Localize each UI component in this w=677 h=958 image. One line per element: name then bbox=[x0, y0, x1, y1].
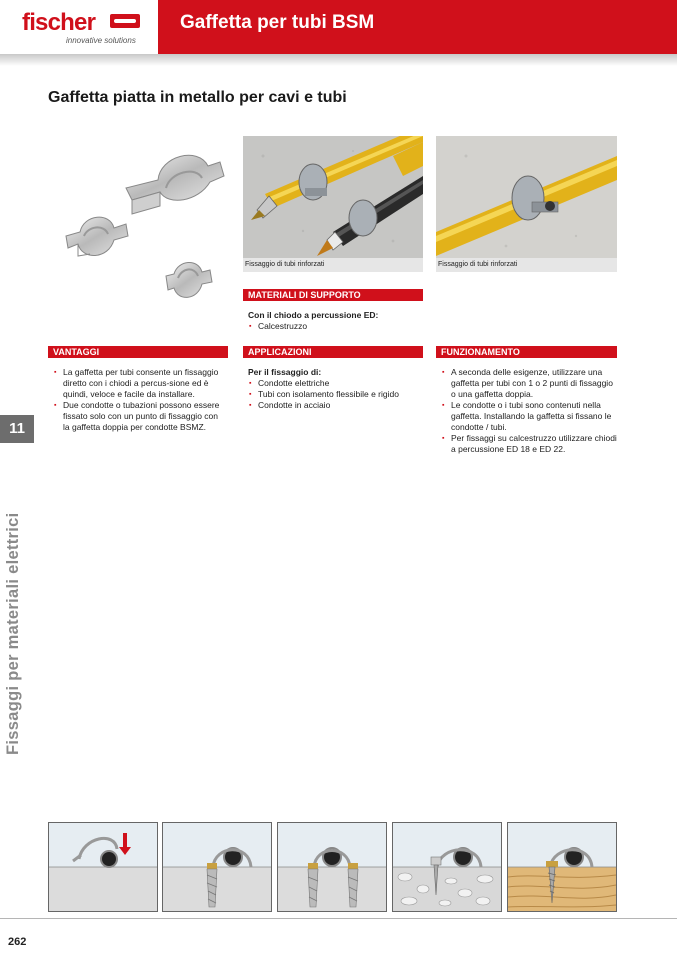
section-heading-applicazioni: APPLICAZIONI bbox=[243, 346, 423, 358]
list-item: ▪ La gaffetta per tubi consente un fissaggio diretto con i chiodi a percus-sione ed è quindi, veloce e facile da installare. bbox=[53, 367, 223, 400]
materiali-text bbox=[248, 310, 423, 332]
application-photo-pipes bbox=[243, 136, 423, 258]
chapter-label: Fissaggi per materiali elettrici bbox=[4, 512, 22, 755]
photo-caption: Fissaggio di tubi rinforzati bbox=[436, 258, 617, 272]
list-item: ▪ A seconda delle esigenze, utilizzare una gaffetta per tubi con 1 o 2 punti di fissaggio o una gaffetta doppia. bbox=[441, 367, 617, 400]
list-item: ▪ Per fissaggi su calcestruzzo utilizzare chiodi a percussione ED 18 e ED 22. bbox=[441, 433, 617, 455]
brand-logo: fischer bbox=[22, 9, 96, 36]
header-shadow bbox=[0, 54, 677, 66]
page-title: Gaffetta piatta in metallo per cavi e tubi bbox=[48, 89, 347, 106]
product-photo-clips bbox=[48, 136, 228, 321]
materiali-subheading: Con il chiodo a percussione ED: bbox=[248, 310, 379, 320]
photo-caption: Fissaggio di tubi rinforzati bbox=[243, 258, 423, 272]
header-title: Gaffetta per tubi BSM bbox=[180, 12, 375, 33]
application-photo-pipe bbox=[436, 136, 617, 258]
list-item: ▪ Condotte in acciaio bbox=[248, 400, 423, 411]
list-item: ▪ Condotte elettriche bbox=[248, 378, 423, 389]
section-heading-vantaggi: VANTAGGI bbox=[48, 346, 228, 358]
chapter-number-tab: 11 bbox=[0, 415, 34, 443]
installation-step-1-diagram bbox=[48, 822, 158, 912]
applicazioni-subheading: Per il fissaggio di: bbox=[248, 367, 322, 377]
applicazioni-text bbox=[248, 367, 423, 411]
list-item: ▪ Tubi con isolamento flessibile e rigido bbox=[248, 389, 423, 400]
funzionamento-text bbox=[441, 367, 617, 455]
list-item: ▪ Due condotte o tubazioni possono essere fissato solo con un punto di fissaggio con la gaffetta doppia per condotte BSMZ. bbox=[53, 400, 223, 433]
vantaggi-text bbox=[53, 367, 223, 433]
installation-step-5-diagram bbox=[507, 822, 617, 912]
list-item: ▪ Le condotte o i tubi sono contenuti nella gaffetta. Installando la gaffetta si fissano le condotte / tubi. bbox=[441, 400, 617, 433]
installation-step-2-diagram bbox=[162, 822, 272, 912]
section-heading-materiali: MATERIALI DI SUPPORTO bbox=[243, 289, 423, 301]
installation-step-4-diagram bbox=[392, 822, 502, 912]
brand-badge-icon bbox=[110, 14, 140, 28]
list-item: ▪ Calcestruzzo bbox=[248, 321, 423, 332]
page-number: 262 bbox=[8, 936, 27, 948]
footer-divider bbox=[0, 918, 677, 919]
brand-tagline: innovative solutions bbox=[66, 36, 136, 45]
section-heading-funzionamento: FUNZIONAMENTO bbox=[436, 346, 617, 358]
installation-step-3-diagram bbox=[277, 822, 387, 912]
